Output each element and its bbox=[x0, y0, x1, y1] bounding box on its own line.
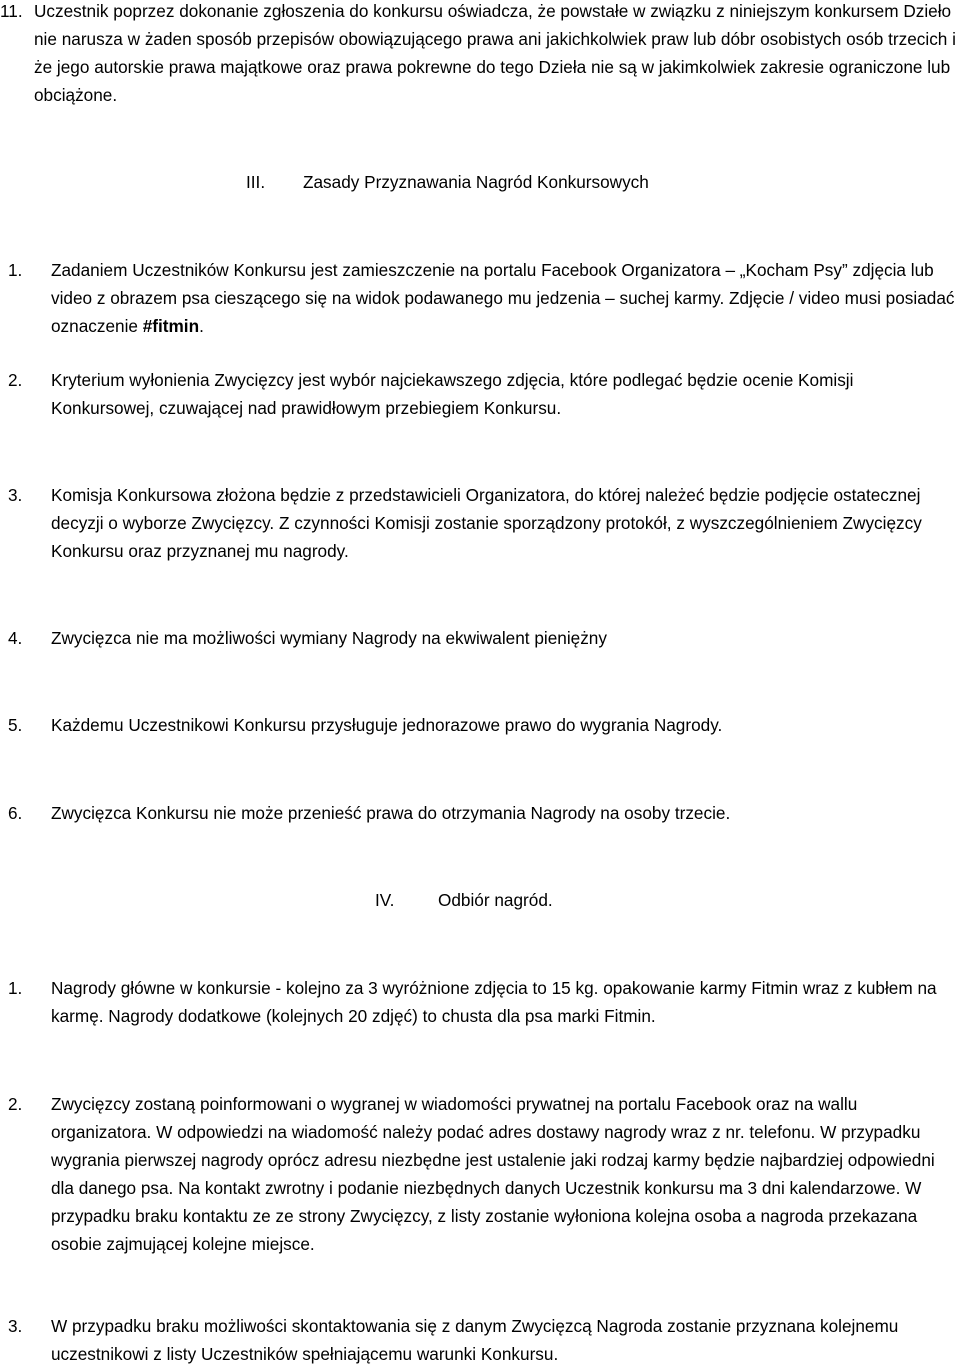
item-number: 2. bbox=[8, 1094, 23, 1114]
section-heading-number: III. bbox=[246, 172, 266, 192]
item-text: Komisja Konkursowa złożona będzie z przedstawicieli Organizatora, do której należeć będzie podjęcie ostatecznej decyzji o wyborze Zwycięzcy. Z czynności Komisji zostanie sporządzony protokół, z wyszczególnieniem Zwycięzcy Konkursu oraz przyznanej mu nagrody. bbox=[51, 485, 922, 561]
item-text: Zwycięzca nie ma możliwości wymiany Nagrody na ekwiwalent pieniężny bbox=[51, 628, 607, 648]
item-text: W przypadku braku możliwości skontaktowania się z danym Zwycięzcą Nagroda zostanie przyznana kolejnemu uczestnikowi z listy Uczestników spełniającemu warunki Konkursu. bbox=[51, 1316, 899, 1364]
item-number: 3. bbox=[8, 485, 23, 505]
section-heading-title: Zasady Przyznawania Nagród Konkursowych bbox=[303, 172, 649, 192]
item-text: Uczestnik poprzez dokonanie zgłoszenia do konkursu oświadcza, że powstałe w związku z niniejszym konkursem Dzieło nie narusza w żaden sposób przepisów obowiązującego prawa ani jakichkolwiek praw lub dóbr osobistych osób trzecich i że jego autorskie prawa majątkowe oraz prawa pokrewne do tego Dzieła nie są w jakimkolwiek zakresie ograniczone lub obciążone. bbox=[34, 1, 956, 105]
hashtag: #fitmin bbox=[142, 316, 200, 336]
item-text: Zwycięzca Konkursu nie może przenieść prawa do otrzymania Nagrody na osoby trzecie. bbox=[51, 803, 731, 823]
item-text: Kryterium wyłonienia Zwycięzcy jest wybór najciekawszego zdjęcia, które podlegać będzie ocenie Komisji Konkursowej, czuwającej nad prawidłowym przebiegiem Konkursu. bbox=[51, 370, 854, 418]
item-number: 4. bbox=[8, 628, 23, 648]
item-number: 2. bbox=[8, 370, 23, 390]
item-number: 1. bbox=[8, 260, 23, 280]
section-heading-title: Odbiór nagród. bbox=[438, 890, 553, 910]
item-number: 5. bbox=[8, 715, 23, 735]
item-number: 1. bbox=[8, 978, 23, 998]
item-text: Nagrody główne w konkursie - kolejno za 3 wyróżnione zdjęcia to 15 kg. opakowanie karmy Fitmin wraz z kubłem na karmę. Nagrody dodatkowe (kolejnych 20 zdjęć) to chusta dla psa marki Fitmin. bbox=[51, 978, 937, 1026]
item-text: Każdemu Uczestnikowi Konkursu przysługuje jednorazowe prawo do wygrania Nagrody. bbox=[51, 715, 723, 735]
item-number: 6. bbox=[8, 803, 23, 823]
item-number: 3. bbox=[8, 1316, 23, 1336]
item-text: Zadaniem Uczestników Konkursu jest zamieszczenie na portalu Facebook Organizatora – „Kocham Psy” zdjęcia lub video z obrazem psa cieszącego się na widok podawanego mu jedzenia – suchej karmy. Zdjęcie / video musi posiadać oznaczenie #fitmin. bbox=[51, 260, 955, 336]
item-text: Zwycięzcy zostaną poinformowani o wygranej w wiadomości prywatnej na portalu Facebook oraz na wallu organizatora. W odpowiedzi na wiadomość należy podać adres dostawy nagrody wraz z nr. telefonu. W przypadku wygrania pierwszej nagrody oprócz adresu niezbędne jest ustalenie jaki rodzaj karmy będzie najbardziej odpowiedni dla danego psa. Na kontakt zwrotny i podanie niezbędnych danych Uczestnik konkursu ma 3 dni kalendarzowe. W przypadku braku kontaktu ze ze strony Zwycięzcy, z listy zostanie wyłoniona kolejna osoba a nagroda przekazana osobie zajmującej kolejne miejsce. bbox=[51, 1094, 935, 1254]
section-heading-number: IV. bbox=[375, 890, 395, 910]
item-number: 11. bbox=[0, 1, 23, 21]
